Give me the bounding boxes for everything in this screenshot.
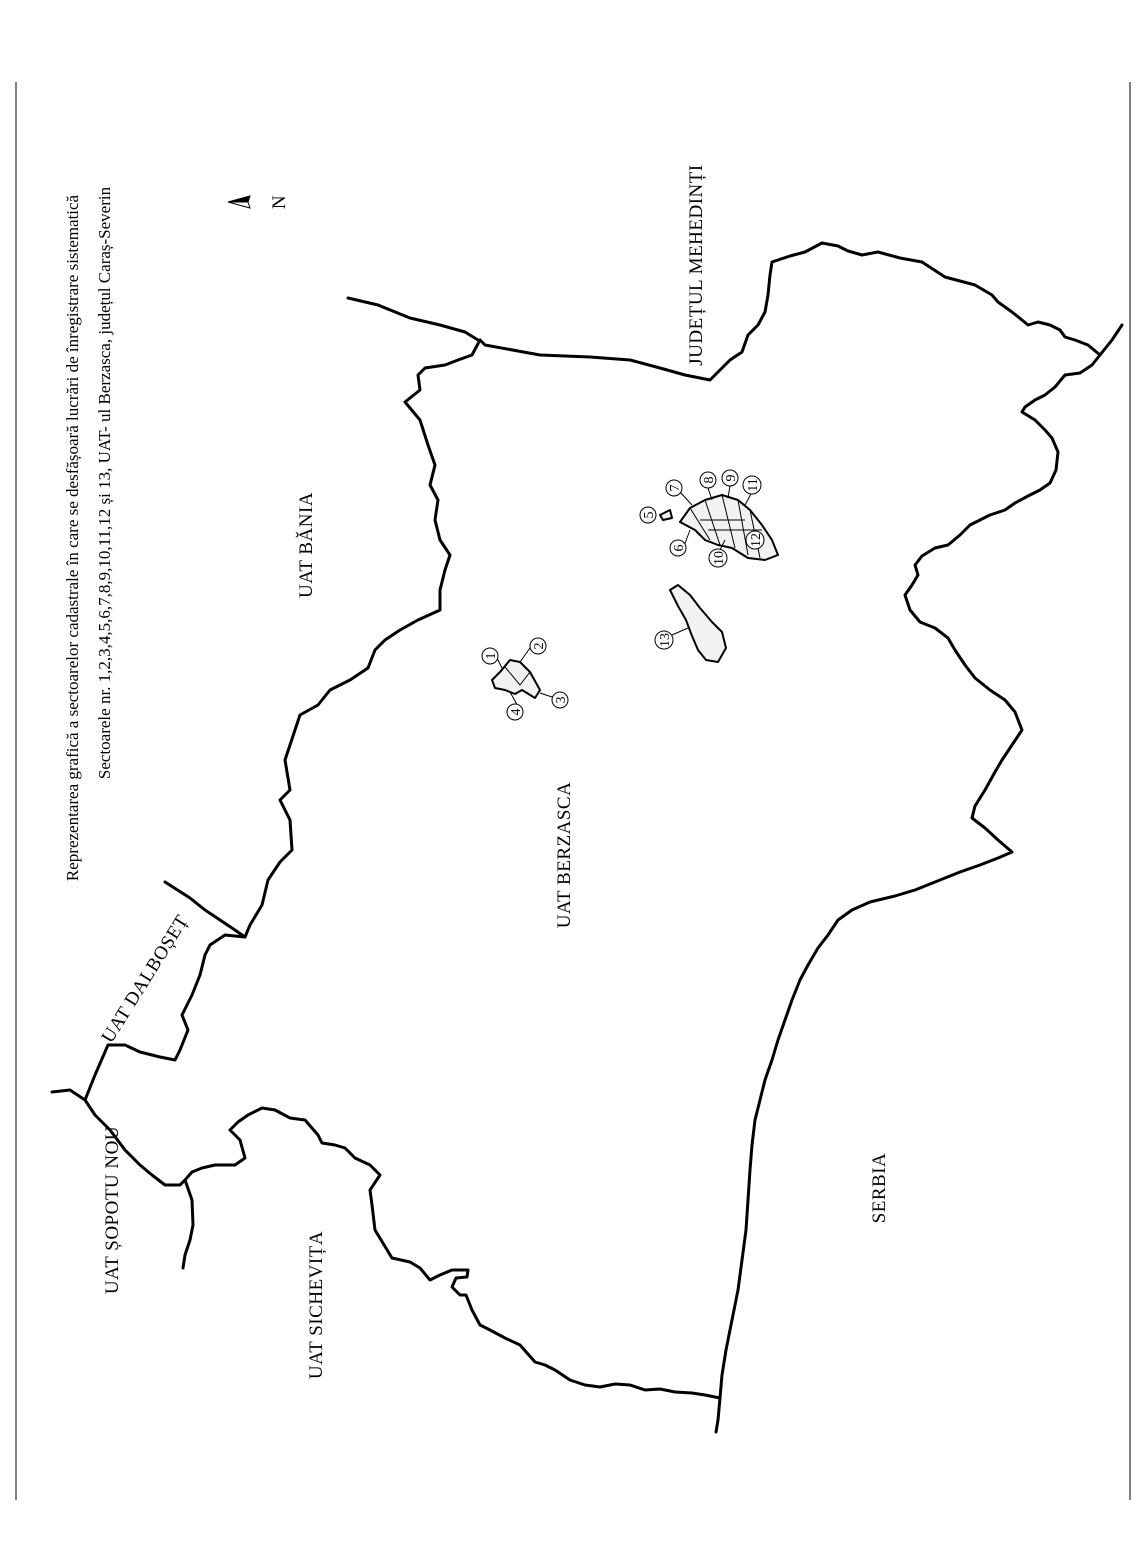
sector-marker-8 <box>700 472 717 500</box>
sector-marker-7 <box>666 480 692 505</box>
sector-marker-1 <box>482 648 503 670</box>
sector-marker-4 <box>507 692 524 720</box>
sector-marker-5 <box>640 507 657 523</box>
sopotu-branch-bottom <box>183 1180 193 1268</box>
sector-polygon-13 <box>670 585 726 662</box>
svg-text:8: 8 <box>702 476 717 484</box>
sector-marker-9 <box>722 470 739 498</box>
north-label: N <box>269 194 290 210</box>
map-title: Reprezentarea grafică a sectoarelor cadastrale în care se desfășoară lucrări de înregistrare sistematică <box>63 194 82 882</box>
serbia-mehedinti-line <box>1100 325 1122 355</box>
region-label-banita: UAT BĂNIA <box>296 491 317 599</box>
berzasca-boundary <box>85 243 1100 1398</box>
svg-text:5: 5 <box>642 511 657 519</box>
sector-polygon-1-4 <box>492 660 540 698</box>
region-label-berzasca: UAT BERZASCA <box>554 781 575 929</box>
svg-text:1: 1 <box>484 652 499 660</box>
region-label-sichevita: UAT SICHEVIȚA <box>306 1230 327 1380</box>
sector-marker-13 <box>655 628 688 649</box>
sector-marker-11 <box>743 476 761 505</box>
svg-text:12: 12 <box>749 533 764 547</box>
sector-marker-12 <box>746 531 764 549</box>
svg-text:13: 13 <box>658 633 673 647</box>
region-label-dalboset: UAT DALBOȘEȚ <box>97 911 194 1047</box>
north-arrow-icon <box>228 196 250 208</box>
sector-marker-6 <box>670 530 690 556</box>
svg-text:10: 10 <box>712 551 727 565</box>
svg-text:6: 6 <box>672 544 687 552</box>
serbia-southwest-line <box>716 1398 720 1432</box>
svg-text:2: 2 <box>532 642 547 650</box>
banita-mehedinti-line <box>348 298 478 340</box>
sector-marker-3 <box>540 692 569 708</box>
region-label-sopotu: UAT ȘOPOTU NOU <box>102 1125 123 1295</box>
svg-text:4: 4 <box>509 708 524 716</box>
region-label-mehedinti: JUDEȚUL MEHEDINȚI <box>686 164 707 366</box>
sector-polygon-5 <box>660 510 672 520</box>
sector-marker-2 <box>520 638 547 662</box>
svg-text:9: 9 <box>724 474 739 482</box>
svg-text:3: 3 <box>554 696 569 704</box>
sector-polygon-6-12 <box>680 495 778 560</box>
region-label-serbia: SERBIA <box>869 1152 890 1224</box>
sopotu-branch-top <box>52 1090 85 1100</box>
map-subtitle: Sectoarele nr. 1,2,3,4,5,6,7,8,9,10,11,12 și 13, UAT- ul Berzasca, județul Caraș-Severin <box>95 186 114 780</box>
svg-text:11: 11 <box>746 478 761 492</box>
svg-text:7: 7 <box>668 484 683 492</box>
